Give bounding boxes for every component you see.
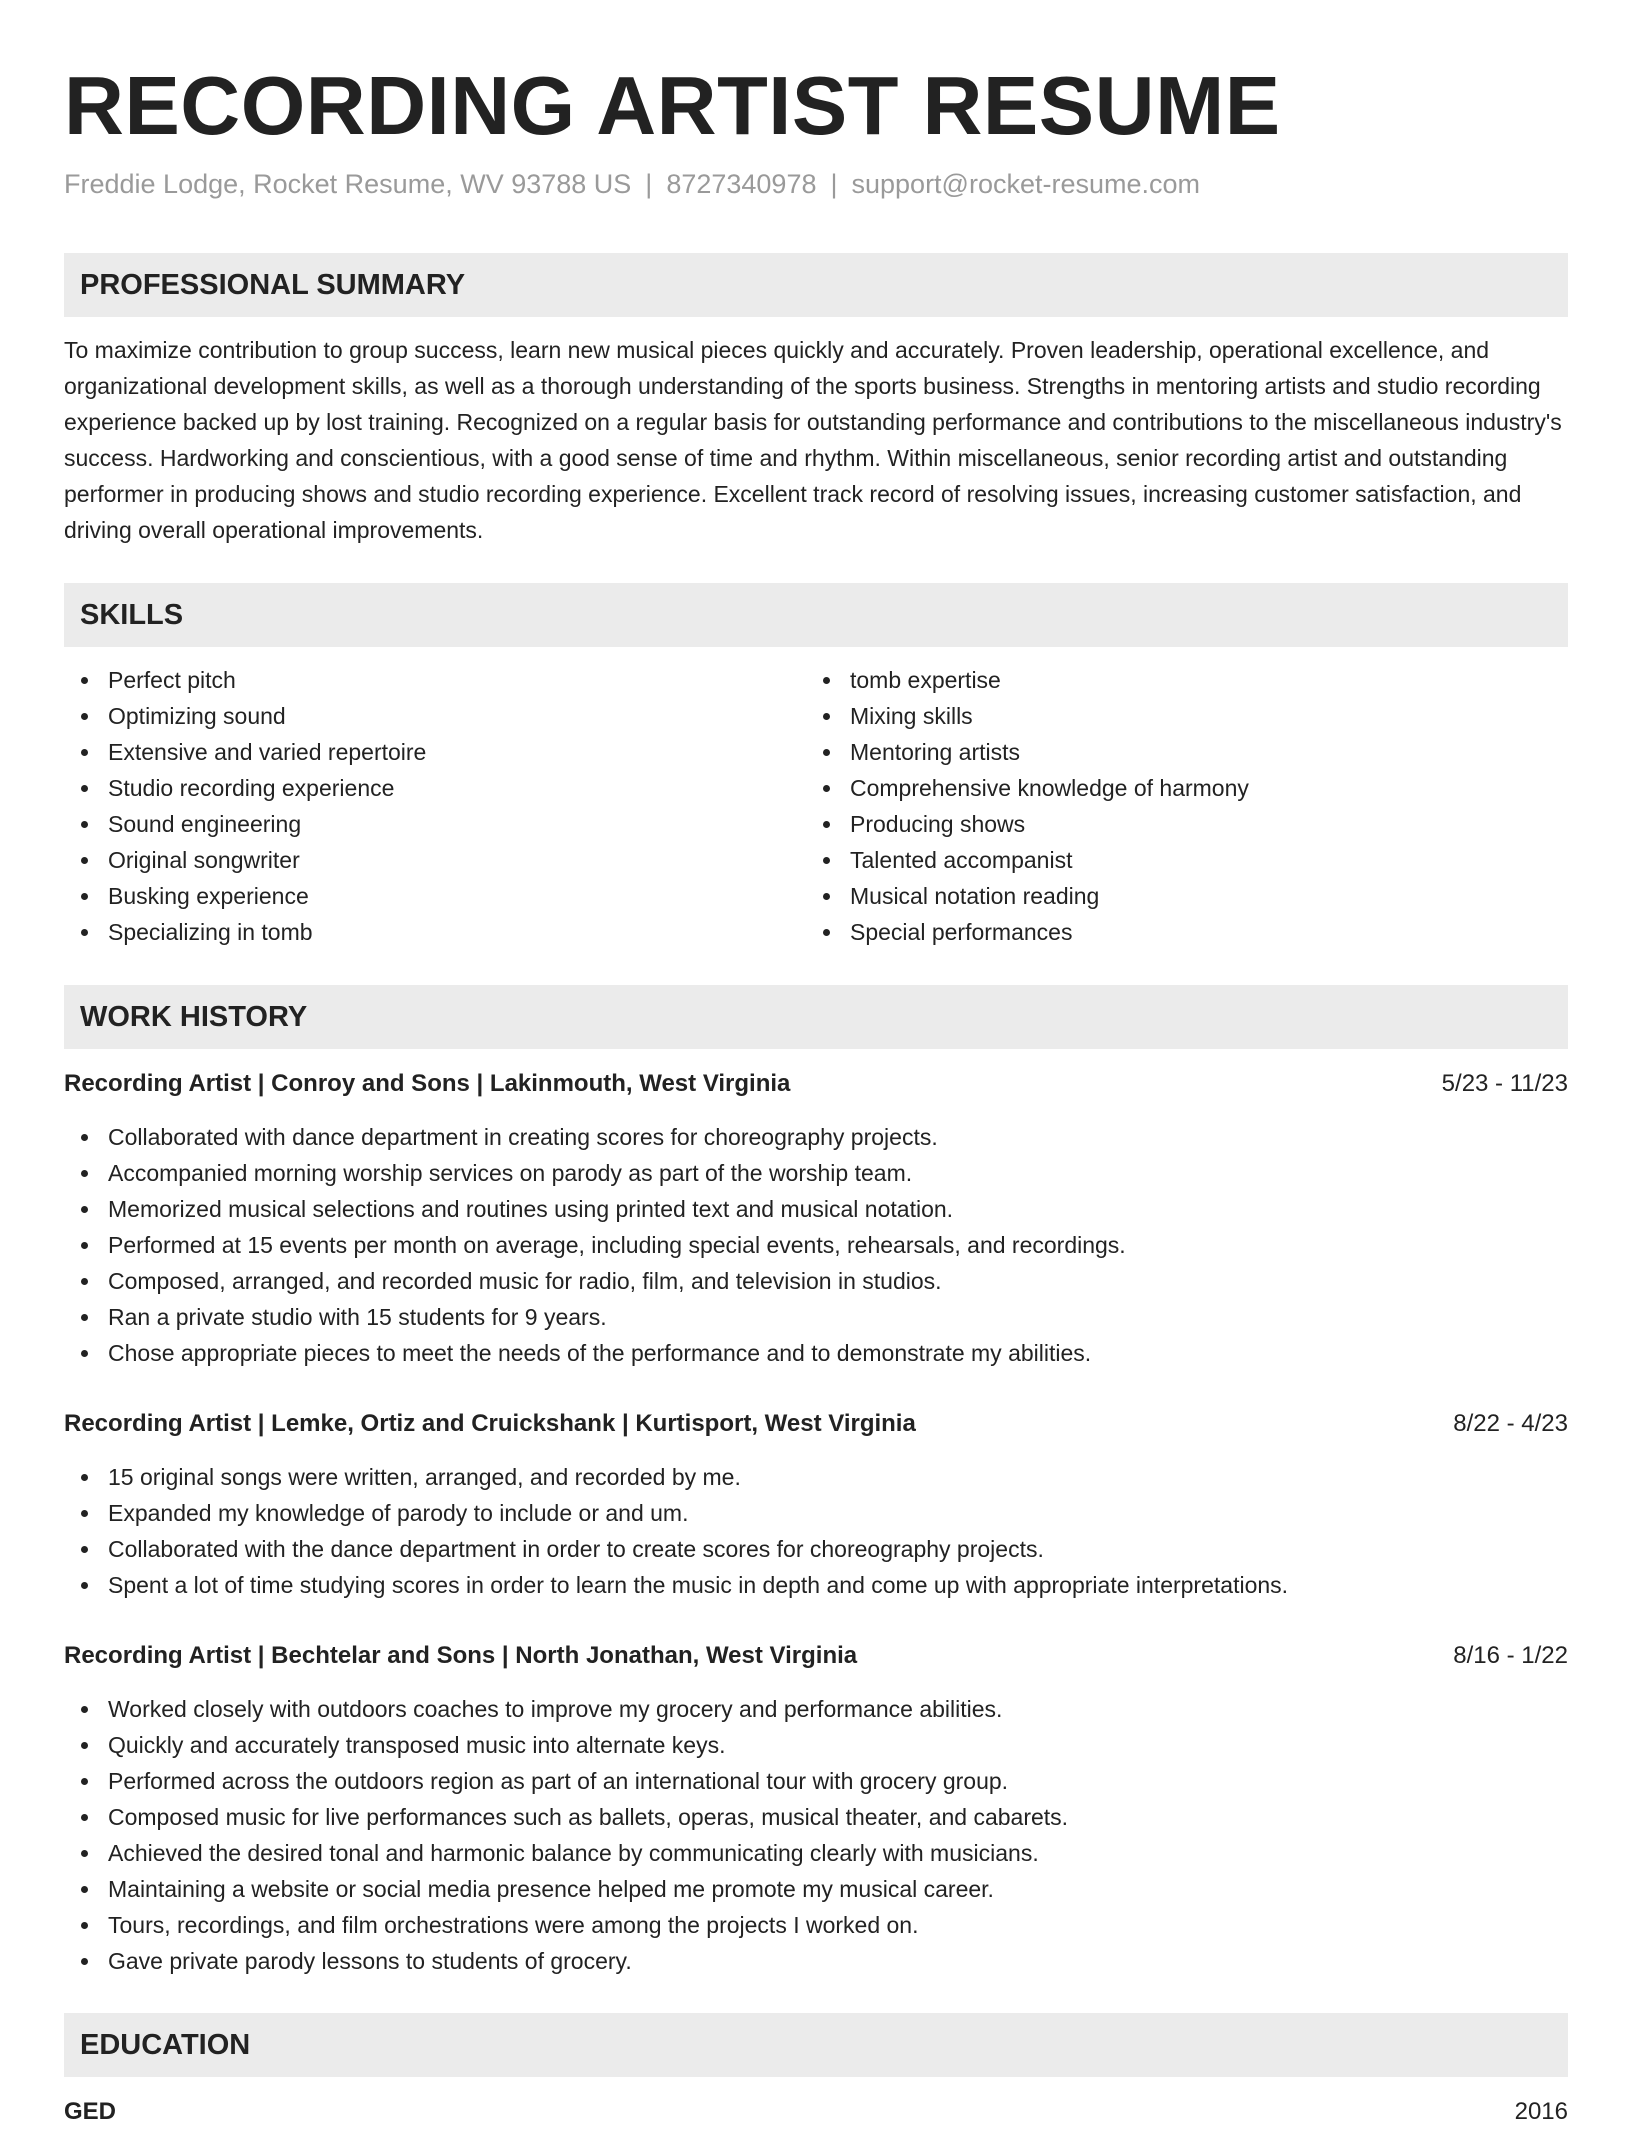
- job-bullet: Performed at 15 events per month on average, including special events, rehearsals, and recordings.: [64, 1227, 1568, 1263]
- contact-separator: |: [645, 169, 653, 199]
- contact-address: Freddie Lodge, Rocket Resume, WV 93788 US: [64, 169, 632, 199]
- job-bullet: Achieved the desired tonal and harmonic balance by communicating clearly with musicians.: [64, 1835, 1568, 1871]
- job-bullet: Collaborated with dance department in creating scores for choreography projects.: [64, 1119, 1568, 1155]
- job-bullet: Tours, recordings, and film orchestrations were among the projects I worked on.: [64, 1907, 1568, 1943]
- contact-email[interactable]: support@rocket-resume.com: [851, 169, 1201, 199]
- job-title: Recording Artist | Bechtelar and Sons | North Jonathan, West Virginia: [64, 1642, 858, 1669]
- job-bullet: Accompanied morning worship services on parody as part of the worship team.: [64, 1155, 1568, 1191]
- job-bullet: Expanded my knowledge of parody to include or and um.: [64, 1495, 1568, 1531]
- skill-item: Mixing skills: [806, 698, 1546, 734]
- section-title-work-history: WORK HISTORY: [80, 1001, 308, 1033]
- job-dates: 5/23 - 11/23: [1441, 1070, 1568, 1097]
- contact-phone: 8727340978: [666, 169, 817, 199]
- job-header: [64, 1406, 1568, 1442]
- skill-item: Extensive and varied repertoire: [64, 734, 804, 770]
- contact-line: [64, 166, 1200, 202]
- skill-item: Talented accompanist: [806, 842, 1546, 878]
- skill-item: Optimizing sound: [64, 698, 804, 734]
- job-bullet: Gave private parody lessons to students of grocery.: [64, 1943, 1568, 1979]
- job-bullet: Collaborated with the dance department in order to create scores for choreography projects.: [64, 1531, 1568, 1567]
- job-bullet: Chose appropriate pieces to meet the needs of the performance and to demonstrate my abilities.: [64, 1335, 1568, 1371]
- section-header-work-history: [64, 985, 1568, 1049]
- job-bullet: Quickly and accurately transposed music into alternate keys.: [64, 1727, 1568, 1763]
- skill-item: Sound engineering: [64, 806, 804, 842]
- section-title-skills: SKILLS: [80, 599, 184, 631]
- resume-title: RECORDING ARTIST RESUME: [64, 59, 1281, 152]
- education-degree: GED: [64, 2098, 117, 2125]
- job-bullets: [64, 1459, 1568, 1603]
- section-title-summary: PROFESSIONAL SUMMARY: [80, 269, 466, 301]
- skill-item: Mentoring artists: [806, 734, 1546, 770]
- skill-item: Musical notation reading: [806, 878, 1546, 914]
- job-header: [64, 1638, 1568, 1674]
- job-title: Recording Artist | Conroy and Sons | Lakinmouth, West Virginia: [64, 1070, 791, 1097]
- job-bullets: [64, 1691, 1568, 1979]
- professional-summary: To maximize contribution to group success, learn new musical pieces quickly and accurately. Proven leadership, operational excellence, and organizational development skills, as well as a thorough understanding of the sports business. Strengths in mentoring artists and studio recording experience backed up by lost training. Recognized on a regular basis for outstanding performance and contributions to the miscellaneous industry's success. Hardworking and conscientious, with a good sense of time and rhythm. Within miscellaneous, senior recording artist and outstanding performer in producing shows and studio recording experience. Excellent track record of resolving issues, increasing customer satisfaction, and driving overall operational improvements.: [64, 337, 1562, 543]
- section-title-education: EDUCATION: [80, 2029, 251, 2061]
- skill-item: Original songwriter: [64, 842, 804, 878]
- job-bullet: Performed across the outdoors region as part of an international tour with grocery group.: [64, 1763, 1568, 1799]
- skill-item: Specializing in tomb: [64, 914, 804, 950]
- section-header-summary: [64, 253, 1568, 317]
- skill-item: Perfect pitch: [64, 662, 804, 698]
- contact-separator: |: [830, 169, 838, 199]
- skill-item: Special performances: [806, 914, 1546, 950]
- skill-item: tomb expertise: [806, 662, 1546, 698]
- job-dates: 8/22 - 4/23: [1453, 1410, 1568, 1437]
- skill-item: Busking experience: [64, 878, 804, 914]
- job-bullet: Worked closely with outdoors coaches to improve my grocery and performance abilities.: [64, 1691, 1568, 1727]
- skill-item: Producing shows: [806, 806, 1546, 842]
- job-bullet: Composed, arranged, and recorded music for radio, film, and television in studios.: [64, 1263, 1568, 1299]
- section-header-skills: [64, 583, 1568, 647]
- skills-list-right: [806, 662, 1546, 950]
- job-bullet: 15 original songs were written, arranged, and recorded by me.: [64, 1459, 1568, 1495]
- job-bullet: Memorized musical selections and routines using printed text and musical notation.: [64, 1191, 1568, 1227]
- education-year: 2016: [1514, 2098, 1568, 2125]
- section-header-education: [64, 2013, 1568, 2077]
- job-bullet: Ran a private studio with 15 students for 9 years.: [64, 1299, 1568, 1335]
- skill-item: Studio recording experience: [64, 770, 804, 806]
- job-bullet: Composed music for live performances such as ballets, operas, musical theater, and cabarets.: [64, 1799, 1568, 1835]
- job-bullets: [64, 1119, 1568, 1371]
- job-header: [64, 1066, 1568, 1102]
- job-dates: 8/16 - 1/22: [1453, 1642, 1568, 1669]
- skills-list-left: [64, 662, 804, 950]
- job-bullet: Spent a lot of time studying scores in order to learn the music in depth and come up with appropriate interpretations.: [64, 1567, 1568, 1603]
- skill-item: Comprehensive knowledge of harmony: [806, 770, 1546, 806]
- job-bullet: Maintaining a website or social media presence helped me promote my musical career.: [64, 1871, 1568, 1907]
- job-title: Recording Artist | Lemke, Ortiz and Cruickshank | Kurtisport, West Virginia: [64, 1410, 916, 1437]
- education-header: [64, 2094, 1568, 2130]
